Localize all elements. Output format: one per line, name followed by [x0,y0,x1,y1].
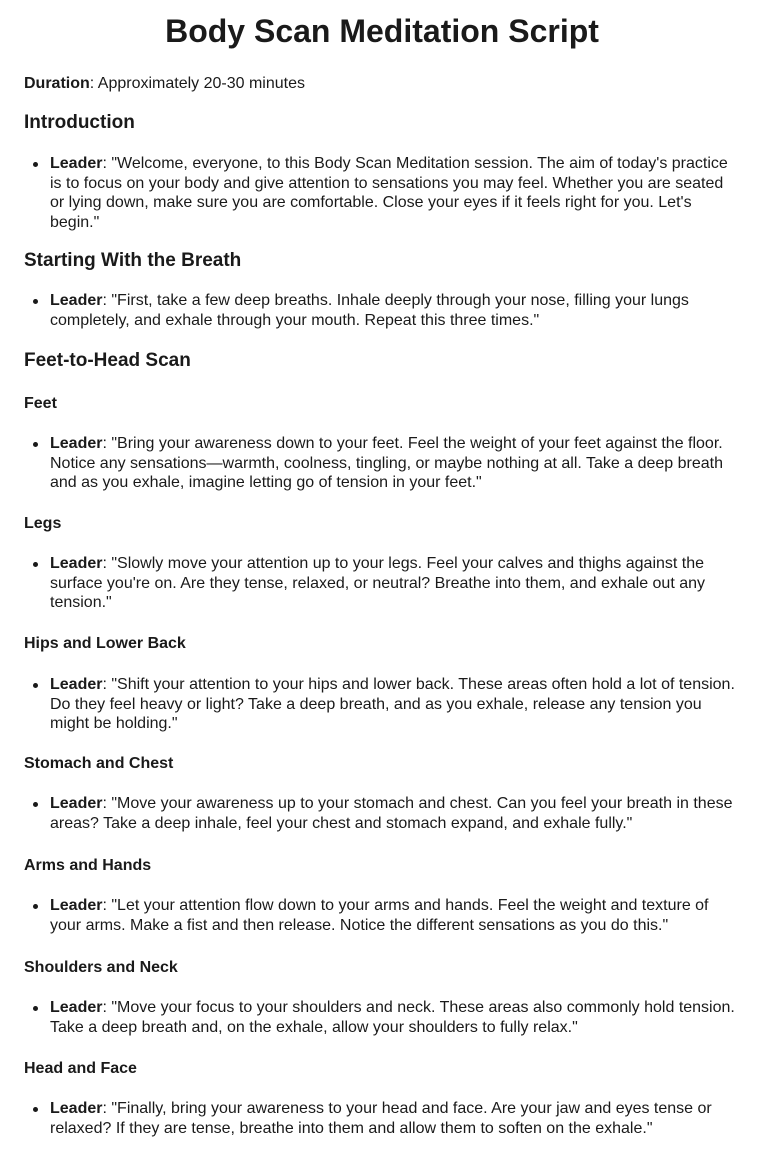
script-text: : "Welcome, everyone, to this Body Scan Meditation session. The aim of today's practice is to focus on your body and give attention to sensations you may feel. Whether you are seated or lying down, make sure you are comfortable. Close your eyes if it feels right for you. Let's begin." [50,155,728,231]
legs-list [24,554,736,613]
list-item [24,291,736,330]
script-text: : "Move your focus to your shoulders and neck. These areas also commonly hold tension. Take a deep breath and, on the exhale, allow your shoulders to fully relax." [50,999,735,1036]
list-item [24,794,736,833]
list-item [24,154,736,232]
speaker-label: Leader [50,999,103,1016]
subsection-heading-arms: Arms and Hands [24,857,152,874]
breath-list [24,291,736,330]
subsection-heading-hips: Hips and Lower Back [24,635,186,652]
section-heading-breath: Starting With the Breath [24,250,242,271]
list-item [24,896,736,935]
list-item [24,1099,736,1138]
script-text: : "Bring your awareness down to your feet. Feel the weight of your feet against the floor. Notice any sensations—warmth, coolness, tingling, or maybe nothing at all. Take a deep breath and as you exhale, imagine letting go of tension in your feet." [50,435,723,491]
duration-value: : Approximately 20-30 minutes [89,75,305,92]
list-item [24,675,736,734]
subsection-heading-feet: Feet [24,395,57,412]
speaker-label: Leader [50,1100,103,1117]
shoulders-list [24,998,736,1037]
feet-list [24,434,736,493]
subsection-heading-head: Head and Face [24,1060,137,1077]
speaker-label: Leader [50,676,103,693]
script-text: : "First, take a few deep breaths. Inhale deeply through your nose, filling your lungs completely, and exhale through your mouth. Repeat this three times." [50,292,689,329]
list-item [24,434,736,493]
stomach-list [24,794,736,833]
script-text: : "Slowly move your attention up to your legs. Feel your calves and thighs against the surface you're on. Are they tense, relaxed, or neutral? Breathe into them, and exhale out any tension." [50,555,706,611]
arms-list [24,896,736,935]
duration-line [24,74,305,94]
script-text: : "Finally, bring your awareness to your head and face. Are your jaw and eyes tense or relaxed? If they are tense, breathe into them and allow them to soften on the exhale." [50,1100,712,1137]
speaker-label: Leader [50,795,103,812]
speaker-label: Leader [50,897,103,914]
list-item [24,998,736,1037]
duration-label: Duration [24,75,90,92]
page-title: Body Scan Meditation Script [165,13,599,49]
speaker-label: Leader [50,555,103,572]
section-heading-introduction: Introduction [24,112,135,133]
script-text: : "Move your awareness up to your stomach and chest. Can you feel your breath in these areas? Take a deep inhale, feel your chest and stomach expand, and exhale fully." [50,795,733,832]
speaker-label: Leader [50,155,103,172]
script-text: : "Let your attention flow down to your arms and hands. Feel the weight and texture of your arms. Make a fist and then release. Notice the different sensations as you do this." [50,897,709,934]
introduction-list [24,154,736,232]
subsection-heading-stomach: Stomach and Chest [24,755,174,772]
speaker-label: Leader [50,292,103,309]
section-heading-scan: Feet-to-Head Scan [24,350,191,371]
subsection-heading-shoulders: Shoulders and Neck [24,959,178,976]
hips-list [24,675,736,734]
subsection-heading-legs: Legs [24,515,62,532]
list-item [24,554,736,613]
script-text: : "Shift your attention to your hips and lower back. These areas often hold a lot of tension. Do they feel heavy or light? Take a deep breath, and as you exhale, release any tension you might be holding." [50,676,735,732]
speaker-label: Leader [50,435,103,452]
head-list [24,1099,736,1138]
